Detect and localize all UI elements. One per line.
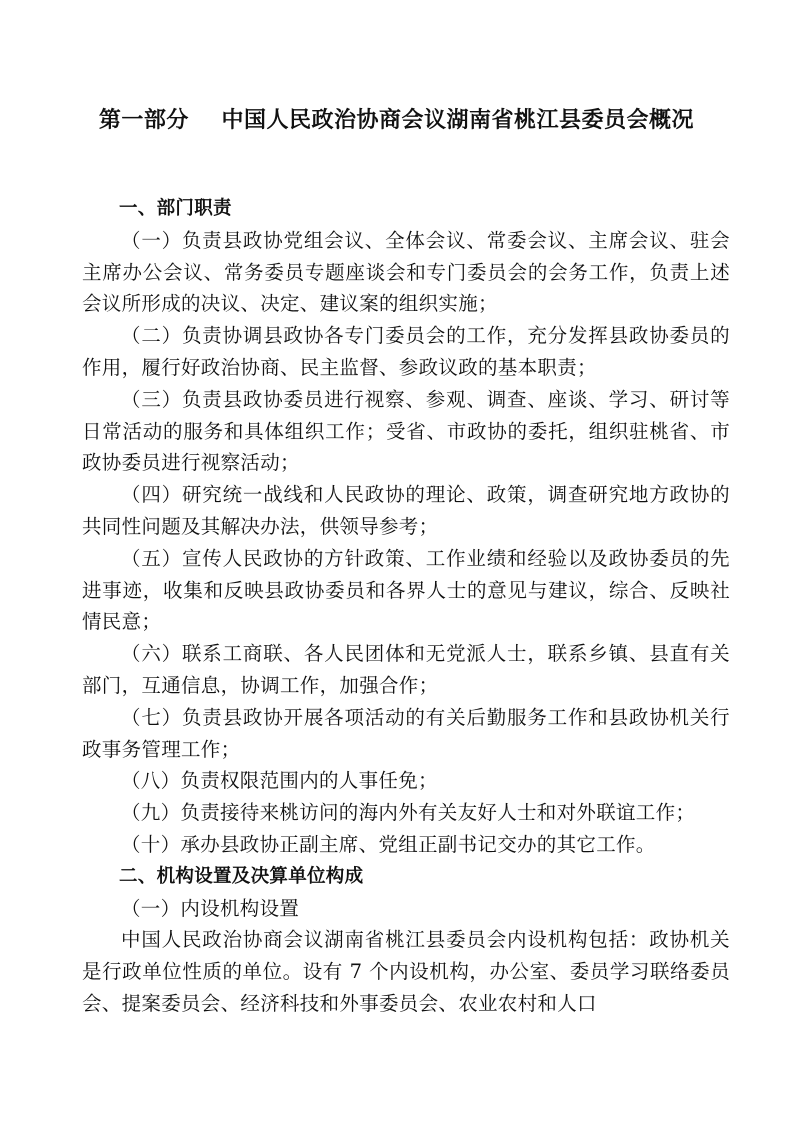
duty-item-6: （六）联系工商联、各人民团体和无党派人士，联系乡镇、县直有关部门，互通信息，协调工作，加强合作；: [82, 642, 730, 697]
document-body: [82, 193, 730, 1020]
duty-item-2: （二）负责协调县政协各专门委员会的工作，充分发挥县政协委员的作用，履行好政治协商、民主监督、参政议政的基本职责；: [82, 324, 730, 379]
document-title: 第一部分 中国人民政治协商会议湖南省桃江县委员会概况: [98, 108, 695, 133]
duty-item-8: （八）负责权限范围内的人事任免；: [121, 769, 438, 793]
section-heading-structure: 二、机构设置及决算单位构成: [119, 865, 364, 887]
duty-item-4: （四）研究统一战线和人民政协的理论、政策，调查研究地方政协的共同性问题及其解决办法，供领导参考；: [82, 483, 730, 538]
internal-structure-paragraph: 中国人民政治协商会议湖南省桃江县委员会内设机构包括：政协机关是行政单位性质的单位。设有 7 个内设机构，办公室、委员学习联络委员会、提案委员会、经济科技和外事委员会、农业农村和人口: [82, 928, 730, 1015]
duty-item-5: （五）宣传人民政协的方针政策、工作业绩和经验以及政协委员的先进事迹，收集和反映县政协委员和各界人士的意见与建议，综合、反映社情民意；: [82, 546, 730, 634]
subsection-heading-internal: （一）内设机构设置: [121, 896, 300, 920]
section-heading-duties: 一、部门职责: [119, 198, 232, 219]
duty-item-9: （九）负责接待来桃访问的海内外有关友好人士和对外联谊工作；: [121, 801, 696, 825]
duty-item-1: （一）负责县政协党组会议、全体会议、常委会议、主席会议、驻会主席办公会议、常务委员专题座谈会和专门委员会的会务工作，负责上述会议所形成的决议、决定、建议案的组织实施；: [82, 228, 730, 316]
duty-item-10: （十）承办县政协正副主席、党组正副书记交办的其它工作。: [121, 832, 656, 856]
duty-item-7: （七）负责县政协开展各项活动的有关后勤服务工作和县政协机关行政事务管理工作；: [82, 705, 730, 761]
duty-item-3: （三）负责县政协委员进行视察、参观、调查、座谈、学习、研讨等日常活动的服务和具体组织工作；受省、市政协的委托，组织驻桃省、市政协委员进行视察活动；: [82, 387, 730, 475]
